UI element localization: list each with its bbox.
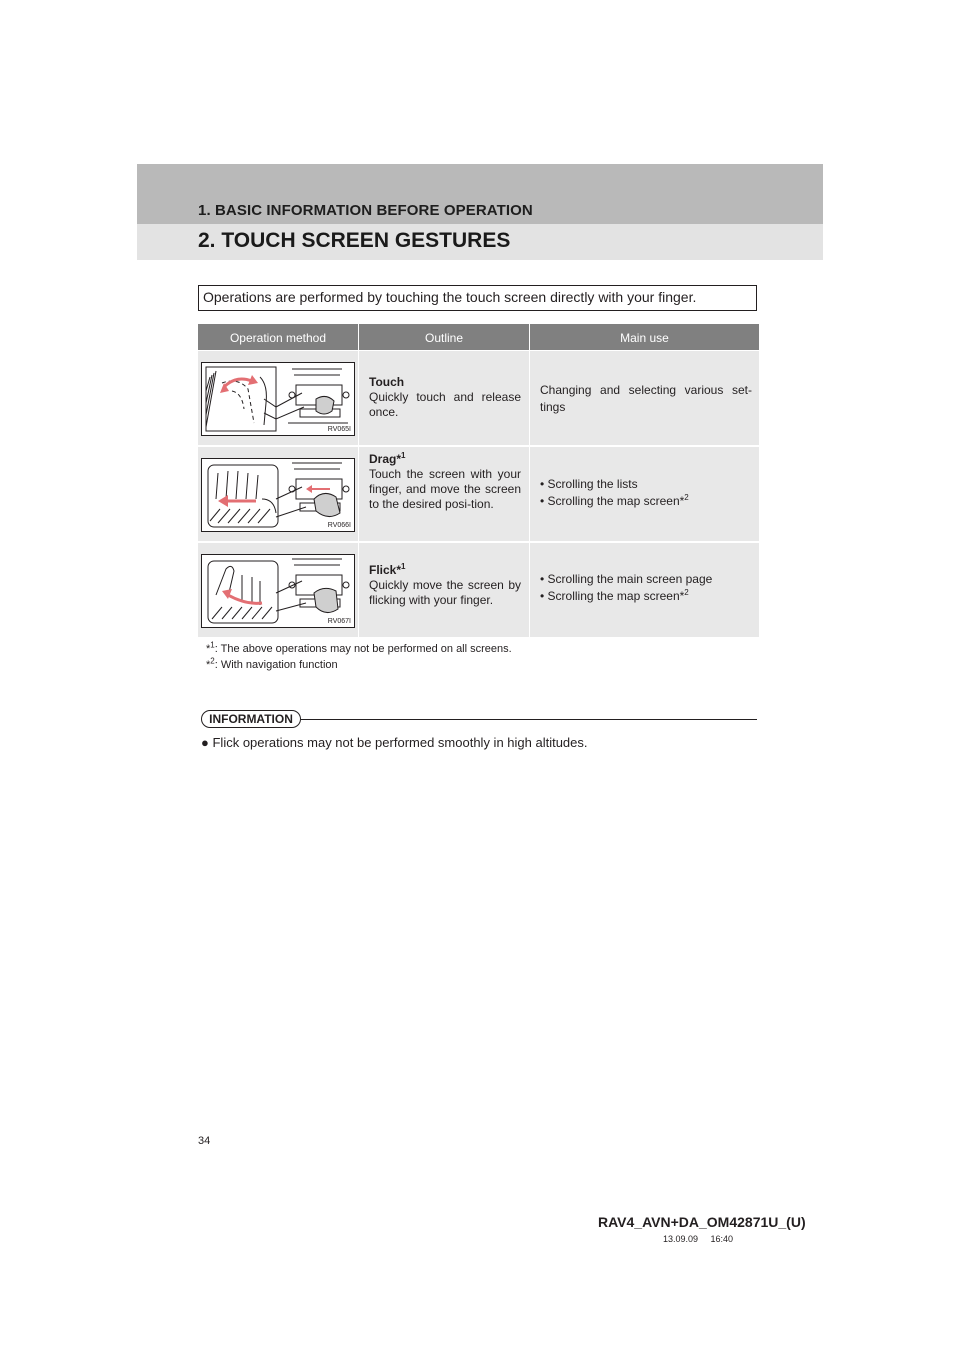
footnote-mark: 2 xyxy=(684,493,689,502)
arrow-icon xyxy=(224,379,252,387)
column-divider xyxy=(358,351,359,445)
information-rule xyxy=(301,719,757,720)
footnote-mark: 1 xyxy=(401,562,406,571)
information-label: INFORMATION xyxy=(209,712,293,726)
main-use-item: • Scrolling the lists xyxy=(540,477,638,491)
main-use-item: • Scrolling the main screen page xyxy=(540,572,713,586)
gesture-description: Quickly touch and release once. xyxy=(369,390,521,419)
column-header-main-use: Main use xyxy=(620,331,669,345)
intro-text: Operations are performed by touching the touch screen directly with your finger. xyxy=(203,289,697,305)
footnote-mark: 2 xyxy=(684,588,689,597)
footnote-mark: 1 xyxy=(401,451,406,460)
main-use-text: Changing and selecting various set-tings xyxy=(540,383,752,414)
column-divider xyxy=(358,324,359,350)
information-item xyxy=(201,735,588,750)
column-divider xyxy=(358,543,359,637)
main-use-cell xyxy=(540,571,752,605)
outline-cell xyxy=(369,563,521,608)
drag-gesture-illustration xyxy=(201,458,355,532)
main-use-cell xyxy=(540,476,752,510)
image-code: RV065I xyxy=(327,426,351,433)
touch-gesture-illustration xyxy=(201,362,355,436)
column-header-operation-method: Operation method xyxy=(229,331,327,345)
arrow-icon xyxy=(228,595,262,603)
outline-cell xyxy=(369,375,521,420)
gesture-name: Touch xyxy=(369,375,405,389)
section-title: 1. BASIC INFORMATION BEFORE OPERATION xyxy=(198,202,533,219)
document-code: RAV4_AVN+DA_OM42871U_(U) xyxy=(598,1214,806,1230)
main-use-item: • Scrolling the map screen*$^2$ xyxy=(540,588,689,603)
footnote-2: *$^2$: With navigation function xyxy=(206,656,338,671)
main-use-cell xyxy=(540,382,752,416)
footnote-1: *$^1$: The above operations may not be performed on all screens. xyxy=(206,640,512,655)
column-header-outline: Outline xyxy=(424,331,464,345)
main-use-item: • Scrolling the map screen*$^2$ xyxy=(540,493,689,508)
gesture-description: Touch the screen with your finger, and move the screen to the desired posi-tion. xyxy=(369,467,521,511)
column-divider xyxy=(529,324,530,350)
column-divider xyxy=(529,351,530,445)
print-stamp: 13.09.09 16:40 xyxy=(663,1234,734,1244)
table-header xyxy=(198,324,759,350)
table-row-touch xyxy=(198,351,759,445)
information-text: Flick operations may not be performed smoothly in high altitudes. xyxy=(212,735,588,750)
table-row-flick xyxy=(198,543,759,637)
column-divider xyxy=(529,543,530,637)
column-divider xyxy=(358,447,359,541)
gesture-description: Quickly move the screen by flicking with your finger. xyxy=(369,578,521,607)
bullet-icon: ● xyxy=(201,735,209,750)
flick-gesture-illustration xyxy=(201,554,355,628)
column-divider xyxy=(529,447,530,541)
gesture-name: Drag* xyxy=(369,452,402,466)
image-code: RV067I xyxy=(327,618,351,625)
table-row-drag xyxy=(198,447,759,541)
outline-cell xyxy=(369,452,521,512)
gesture-name: Flick* xyxy=(369,563,402,577)
page-title: 2. TOUCH SCREEN GESTURES xyxy=(198,229,511,252)
page-number: 34 xyxy=(198,1135,211,1147)
image-code: RV066I xyxy=(327,522,351,529)
